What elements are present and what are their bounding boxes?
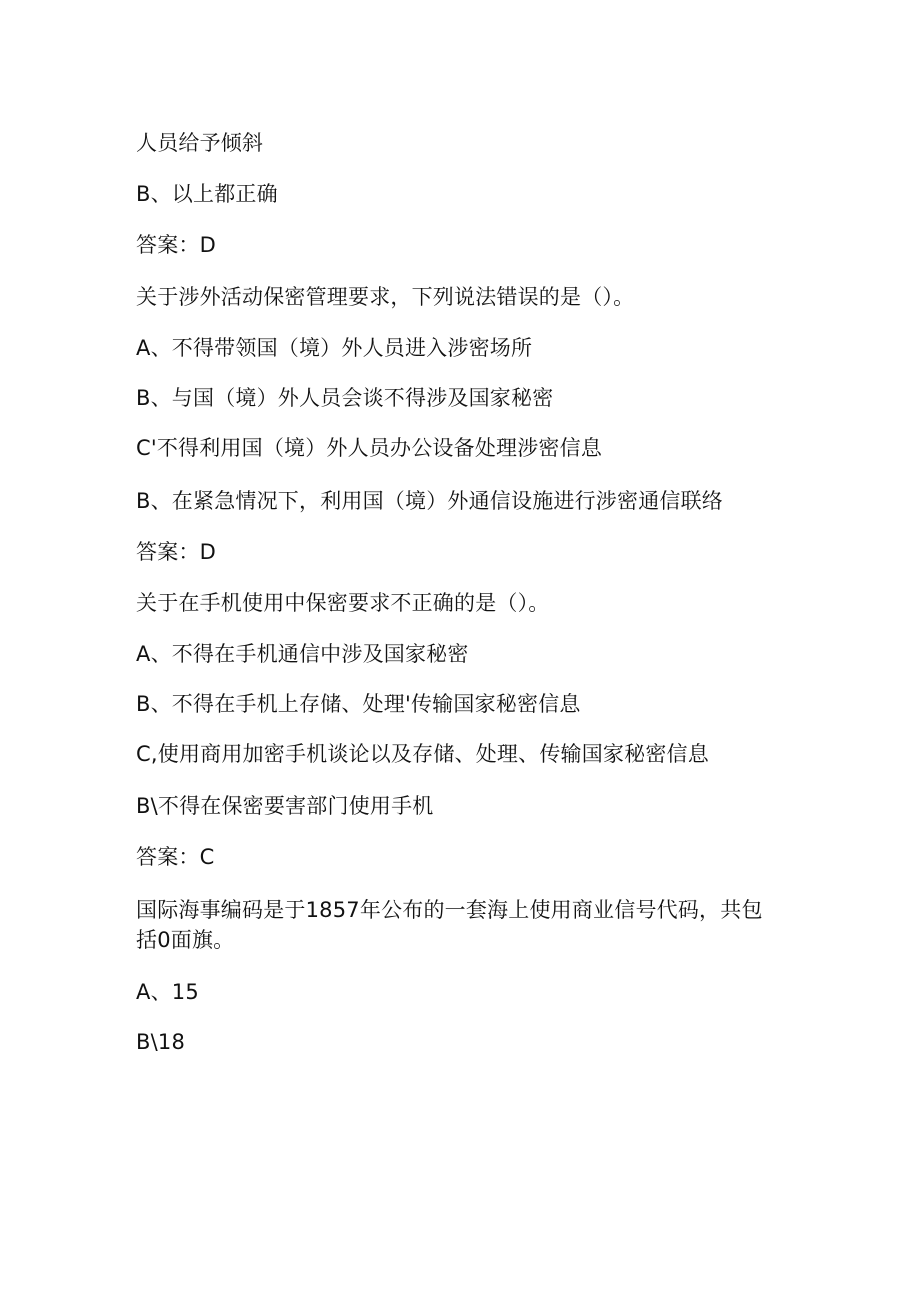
question-line: 关于在手机使用中保密要求不正确的是（）。 (136, 591, 550, 615)
question-line: 关于涉外活动保密管理要求，下列说法错误的是（）。 (136, 285, 635, 309)
answer-line: 答案：D (136, 233, 216, 257)
answer-line: 答案：C (136, 845, 215, 869)
option-line: B、在紧急情况下，利用国（境）外通信设施进行涉密通信联络 (136, 489, 724, 513)
answer-line: 答案：D (136, 540, 216, 564)
option-line: B\18 (136, 1030, 186, 1054)
option-line: A、不得在手机通信中涉及国家秘密 (136, 642, 469, 666)
option-line: C'不得利用国（境）外人员办公设备处理涉密信息 (136, 436, 603, 460)
option-line: B、与国（境）外人员会谈不得涉及国家秘密 (136, 386, 554, 410)
question-line: 国际海事编码是于1857年公布的一套海上使用商业信号代码，共包括0面旗。 (136, 898, 763, 952)
text-line: 人员给予倾斜 (136, 131, 264, 155)
option-line: B、以上都正确 (136, 182, 278, 206)
option-line: C,使用商用加密手机谈论以及存储、处理、传输国家秘密信息 (136, 742, 709, 766)
option-line: A、15 (136, 980, 199, 1004)
option-line: A、不得带领国（境）外人员进入涉密场所 (136, 336, 533, 360)
option-line: B\不得在保密要害部门使用手机 (136, 794, 434, 818)
option-line: B、不得在手机上存储、处理'传输国家秘密信息 (136, 692, 581, 716)
